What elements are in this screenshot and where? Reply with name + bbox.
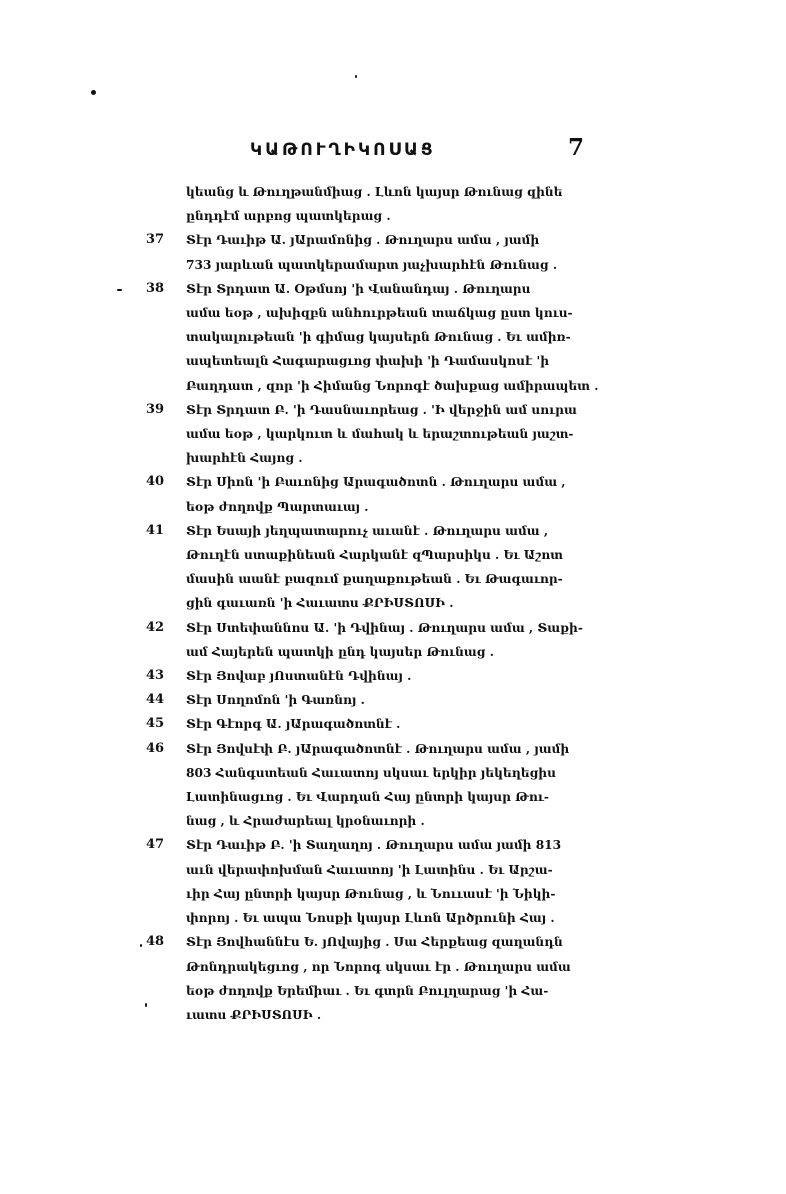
body-text [138,180,598,1027]
entry-number: 41 [146,522,165,538]
text-line: խարհէն Հայոց . [186,451,303,466]
entry-41 [138,519,598,616]
text-line: Բաղդատ , զոր 'ի Հիմանց Նորոգէ ծախքաց ամիրապետ . [186,378,598,393]
entry-45 [138,712,598,736]
entry-47 [138,833,598,930]
text-line: Լատինացւոց . Եւ Վարդան Հայ ընտրի կայսր Թու- [186,790,549,805]
entry-number: 45 [146,716,165,732]
text-line: Տէր Դաւիթ Բ. 'ի Տաղաղոյ . Թուղարս ամա յամի 813 [186,838,562,853]
text-line: եօթ ժողովք Պարտաւայ . [186,499,369,514]
text-line: Տէր Սողոմոն 'ի Գառնոյ . [186,693,365,708]
running-title: ԿԱԹՈՒՂԻԿՈՍԱՑ [250,140,436,160]
entry-number: 47 [146,837,165,853]
text-line: Տէր Յովհաննէս Ե. յՈվայից . Սա Հերքեաց զաղանդն [186,935,563,950]
entry-37 [138,228,598,276]
ink-speck [355,75,357,78]
text-line: ամա եօթ , ախիզբն անհուրթեան տաճկաց ըստ կուս- [186,306,573,321]
text-line: ապետեալն Հագարացւոց փախի 'ի Դամասկոսէ 'ի [186,354,550,369]
page-number: 7 [568,134,585,161]
entry-continuation [138,180,598,228]
entry-number: 46 [146,740,165,756]
text-line: եօթ ժողովք Երեմիաւ . Եւ գտրն Բուլղարաց 'ի Հա- [186,983,549,998]
entry-39 [138,398,598,471]
text-line: Տէր Եսայի յեղպատարուչ աւանէ . Թուղարս ամա , [186,523,549,538]
text-line: Տէր Յովսէփ Բ. յԱրագածոտնէ . Թուղարս ամա , յամի [186,741,570,756]
text-line: ւիր Հայ ընտրի կայսր Թունաց , և Նոււասէ 'ի Նիկի- [186,886,556,901]
text-line: Տէր Յովաբ յՈստանէն Դվինայ . [186,669,412,684]
entry-number: 37 [146,232,165,248]
text-line: Թուղէն ստաքինեան Հարկանէ զՊարսիկս . Եւ Աշոտ [186,548,563,563]
text-line: Տէր Տրդատ Բ. 'ի Դասնաւորեաց . 'Ի վերջին ամ սուրա [186,402,577,417]
entry-number: 44 [146,692,165,708]
text-line: աւն վերափոխման Հաւատոյ 'ի Լատինս . Եւ Արշա- [186,862,553,877]
entry-number: 39 [146,401,165,417]
text-line: 733 յարևան պատկերամարտ յաչխարհէն Թունաց . [186,257,558,272]
text-line: ամա եօթ , կարկուտ և մահակ և երաշտութեան յաշտ- [186,427,574,442]
entry-46 [138,737,598,834]
entry-48 [138,930,598,1027]
ink-speck [91,90,96,95]
text-line: նաց , և Հրաժարեալ կրօնաւորի . [186,814,425,829]
entry-43 [138,664,598,688]
text-line: փորոյ . Եւ ապա Նոսքի կայսր Լևոն Արծրունի Հայ . [186,911,555,926]
entry-44 [138,688,598,712]
entry-42 [138,616,598,664]
text-line: Թոնդրակեցւոց , որ Նորոգ սկսաւ էր . Թուղարս ամա [186,959,571,974]
text-line: տակալութեան 'ի գիմաց կայսերն Թունաց . Եւ ամիռ- [186,330,571,345]
entry-40 [138,470,598,518]
entry-number: 43 [146,668,165,684]
entry-38 [138,277,598,398]
ink-speck [117,289,122,291]
text-line: ընդդէմ արբոց պատկերաց . [186,209,391,224]
text-line: Տէր Սիոն 'ի Բաւոնից Արագածոտն . Թուղարս ամա , [186,475,566,490]
text-line: ամ Հայերեն պատկի ընդ կայսեր Թունաց . [186,644,494,659]
text-line: ւատս ՔՐԻՍՏՈՍԻ . [186,1007,322,1022]
text-line: 803 Հանգստեան Հաւատոյ սկսաւ երկիր յեկեղեցիս [186,765,556,780]
text-line: Տէր Տրդատ Ա. Օթմսոյ 'ի Վանանդայ . Թուղարս [186,281,531,296]
text-line: Տէր Ստեփաննոս Ա. 'ի Դվինայ . Թուղարս ամա , Տաքի- [186,620,583,635]
text-line: Տէր Դաւիթ Ա. յԱրամոնից . Թուղարս ամա , յամի [186,233,540,248]
page-header [0,136,786,162]
entry-number: 38 [146,280,165,296]
text-line: մասին աանէ բազում քաղաքութեան . Եւ Թագաւոր- [186,572,563,587]
text-line: ցին գաւառն 'ի Հաւատս ՔՐԻՍՏՈՍԻ . [186,596,454,611]
entry-number: 42 [146,619,165,635]
entry-number: 48 [146,934,165,950]
text-line: կեանց և Թուղթանմիաց . Լևոն կայսր Թունաց զինե [186,185,563,199]
text-line: Տէր Գէորգ Ա. յԱրագածոտնէ . [186,717,401,732]
entry-number: 40 [146,474,165,490]
